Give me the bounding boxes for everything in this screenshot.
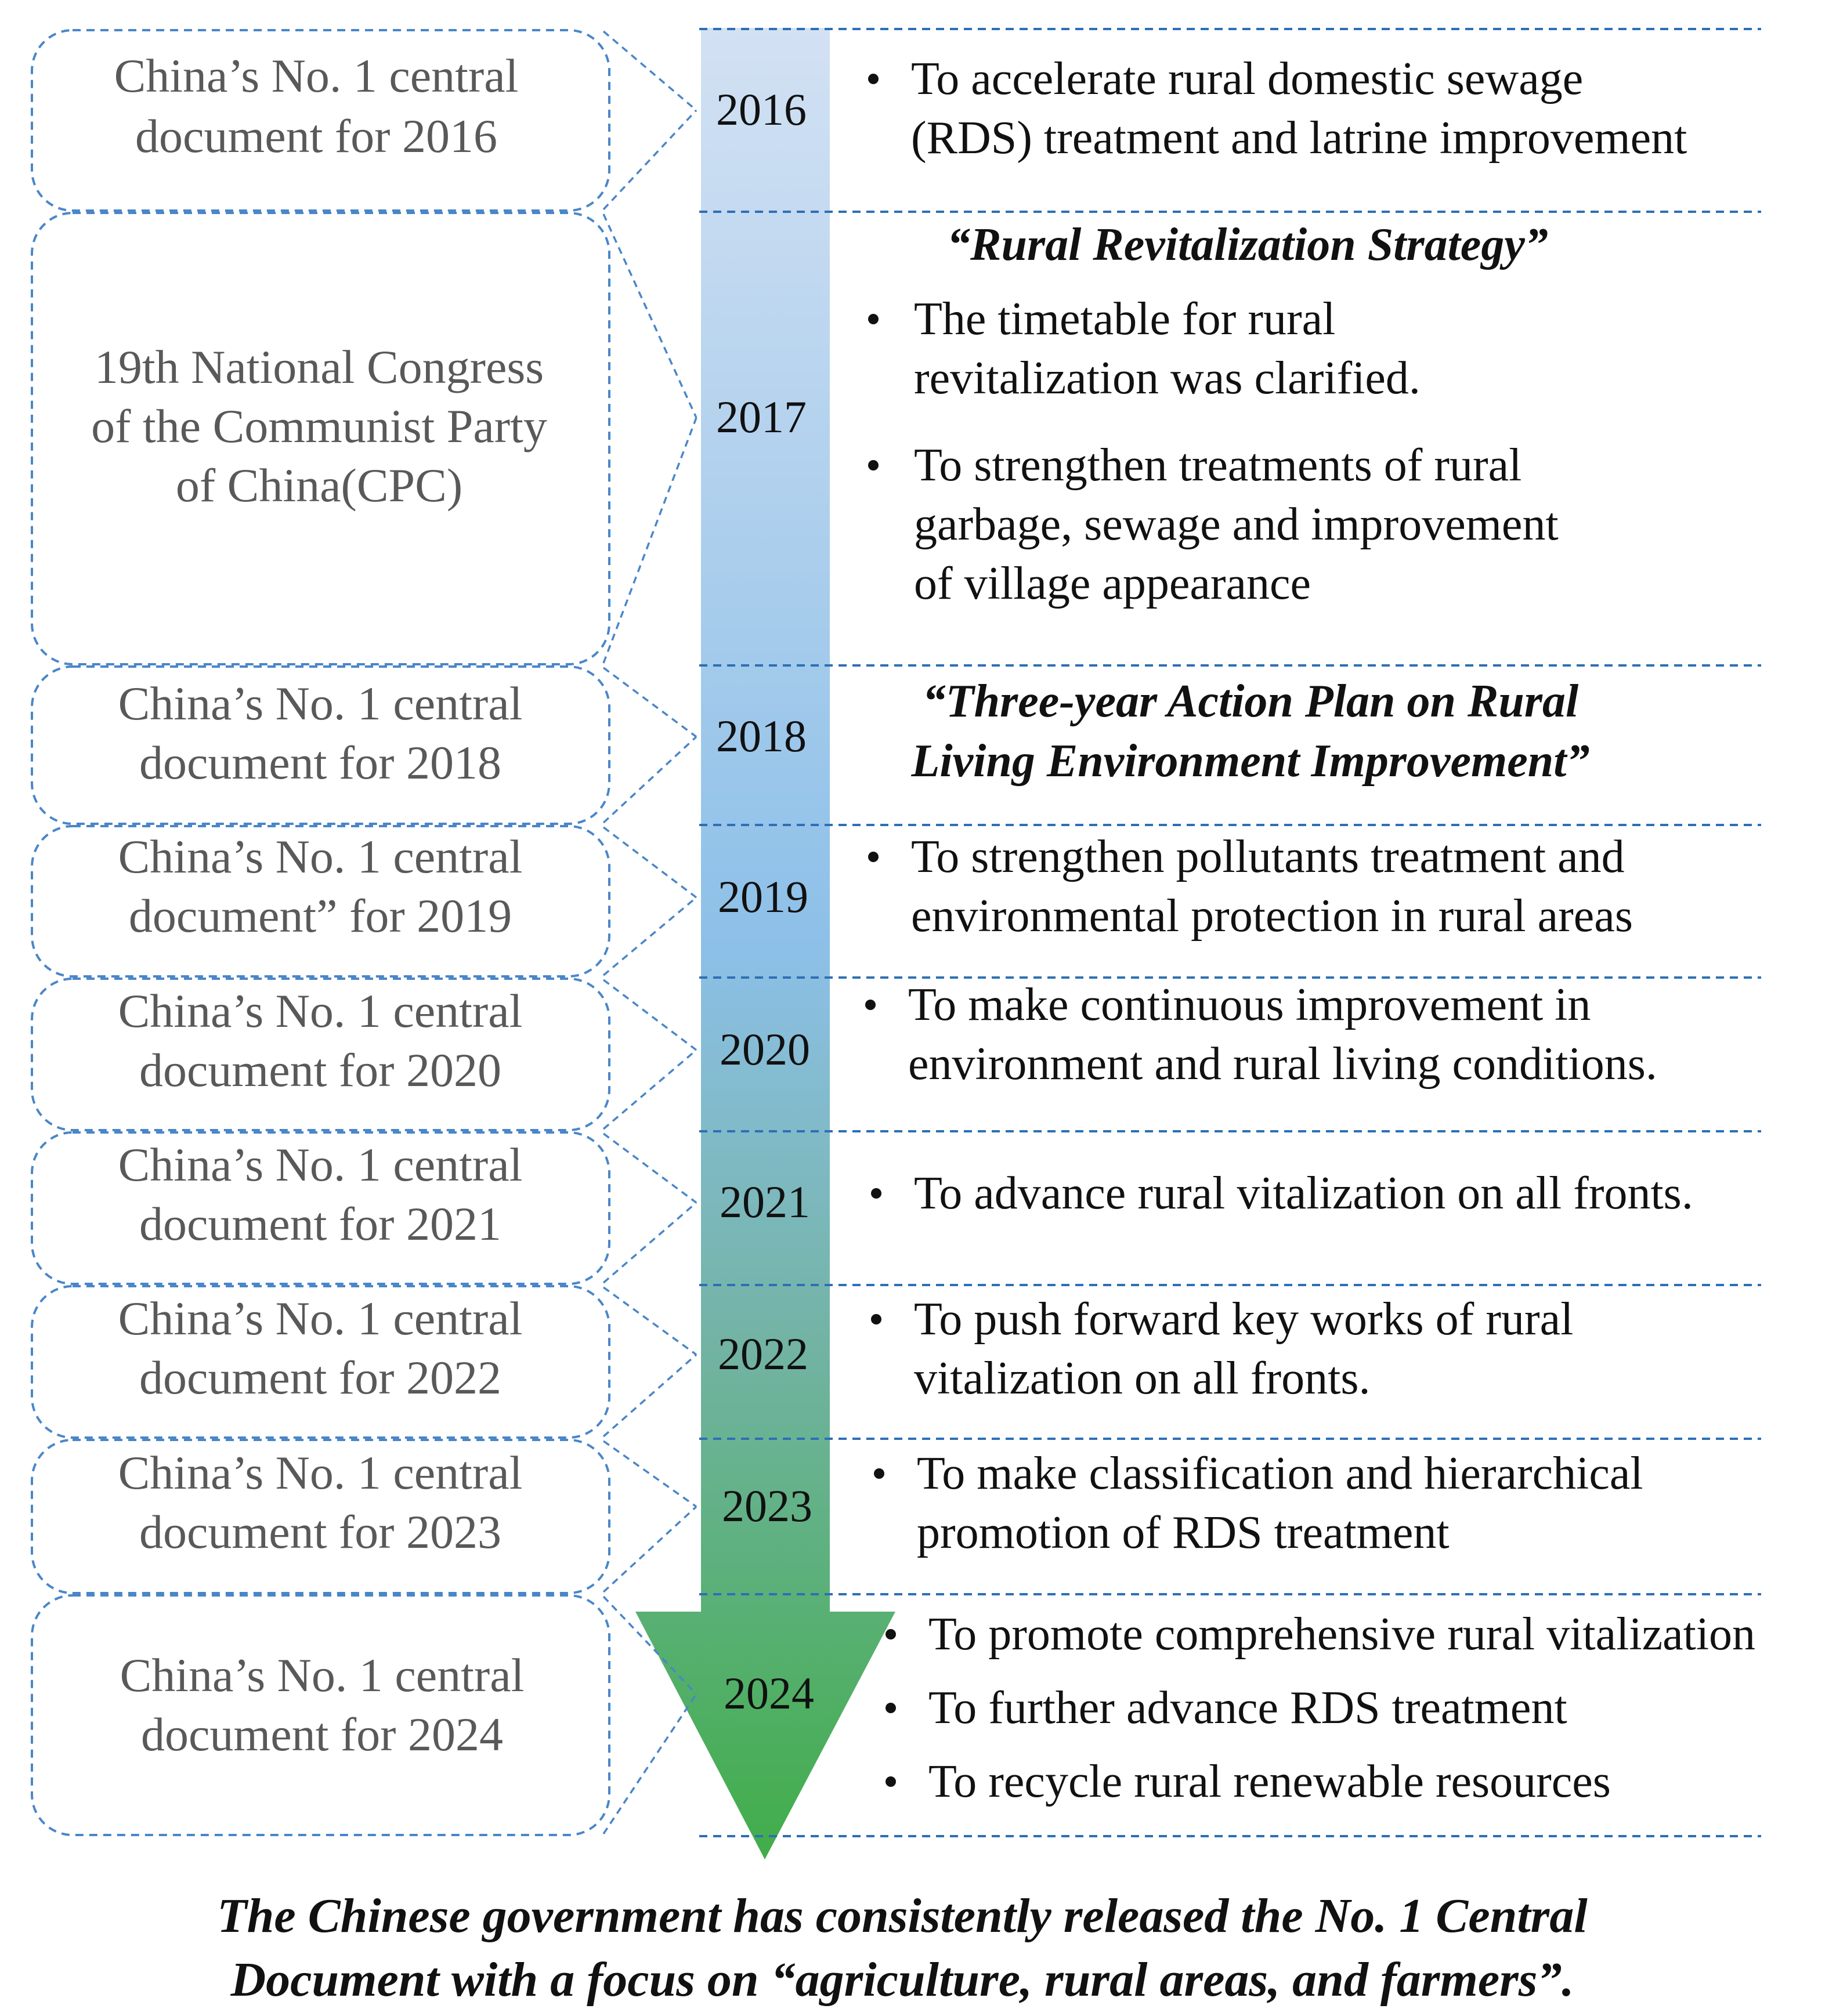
policy-title-line: “Rural Revitalization Strategy” bbox=[947, 219, 1548, 270]
source-label-line: China’s No. 1 central bbox=[118, 1292, 523, 1345]
source-label-line: China’s No. 1 central bbox=[118, 1446, 523, 1499]
year-label: 2022 bbox=[718, 1329, 808, 1379]
bullet-text-line: To make continuous improvement in bbox=[908, 979, 1591, 1030]
caption-line-1: The Chinese government has consistently released the No. 1 Central bbox=[217, 1889, 1588, 1943]
connector-line bbox=[603, 418, 696, 663]
year-label: 2019 bbox=[718, 871, 808, 922]
source-label-line: document for 2020 bbox=[139, 1044, 501, 1096]
box-connectors bbox=[603, 31, 696, 1834]
bullet-text-line: of village appearance bbox=[914, 558, 1311, 609]
caption-line-2: Document with a focus on “agriculture, rural areas, and farmers”. bbox=[230, 1953, 1574, 2007]
bullet-text-line: To strengthen treatments of rural bbox=[914, 440, 1522, 491]
source-label-line: China’s No. 1 central bbox=[120, 1649, 525, 1702]
source-label-line: of the Communist Party bbox=[91, 400, 547, 453]
connector-line bbox=[603, 1694, 696, 1834]
bullet-dot bbox=[868, 852, 879, 862]
timeline-row-2023 bbox=[32, 1440, 1643, 1593]
timeline-row-2021 bbox=[32, 1132, 1693, 1284]
source-label-line: China’s No. 1 central bbox=[118, 830, 523, 883]
timeline-row-2016 bbox=[32, 30, 1687, 211]
year-label: 2017 bbox=[716, 392, 807, 442]
policy-title-line: “Three-year Action Plan on Rural bbox=[922, 676, 1579, 727]
bullet-dot bbox=[874, 1468, 884, 1479]
year-label: 2021 bbox=[720, 1177, 810, 1227]
bullet-dot bbox=[886, 1776, 896, 1787]
connector-line bbox=[603, 1441, 696, 1507]
bullet-text-line: environment and rural living conditions. bbox=[908, 1038, 1657, 1090]
connector-line bbox=[603, 1050, 696, 1129]
bullet-text-line: promotion of RDS treatment bbox=[917, 1507, 1450, 1558]
connector-line bbox=[603, 1203, 696, 1283]
bullet-text-line: To accelerate rural domestic sewage bbox=[911, 53, 1584, 104]
bullet-text-line: environmental protection in rural areas bbox=[911, 891, 1633, 942]
bullet-text-line: To make classification and hierarchical bbox=[917, 1448, 1643, 1499]
source-label-line: document for 2022 bbox=[139, 1351, 501, 1404]
bullet-text-line: revitalization was clarified. bbox=[914, 353, 1421, 404]
year-label: 2023 bbox=[722, 1481, 812, 1531]
timeline-rows bbox=[32, 30, 1755, 1835]
year-label: 2020 bbox=[720, 1024, 810, 1074]
bullet-text-line: (RDS) treatment and latrine improvement bbox=[911, 113, 1687, 164]
bullet-text-line: To recycle rural renewable resources bbox=[928, 1756, 1611, 1807]
connector-line bbox=[603, 110, 696, 209]
source-label-line: document for 2016 bbox=[135, 110, 497, 162]
timeline-arrow bbox=[635, 28, 895, 1859]
bullet-dot bbox=[886, 1703, 896, 1713]
source-label-line: document for 2023 bbox=[139, 1505, 501, 1558]
bullet-text-line: The timetable for rural bbox=[914, 294, 1336, 345]
bullet-text-line: garbage, sewage and improvement bbox=[914, 499, 1559, 550]
connector-line bbox=[603, 1287, 696, 1355]
bullet-dot bbox=[865, 1000, 876, 1010]
connector-line bbox=[603, 980, 696, 1050]
source-label-line: China’s No. 1 central bbox=[114, 49, 519, 102]
year-label: 2024 bbox=[724, 1668, 814, 1718]
bullet-text-line: To strengthen pollutants treatment and bbox=[911, 831, 1625, 882]
source-label-line: China’s No. 1 central bbox=[118, 1138, 523, 1191]
source-label-line: China’s No. 1 central bbox=[118, 985, 523, 1037]
bullet-text-line: To further advance RDS treatment bbox=[928, 1682, 1567, 1733]
timeline-row-2024 bbox=[32, 1595, 1755, 1835]
source-label-line: document” for 2019 bbox=[128, 889, 512, 942]
year-label: 2018 bbox=[716, 711, 807, 761]
connector-line bbox=[603, 1134, 696, 1203]
bullet-text-line: To advance rural vitalization on all fronts. bbox=[914, 1168, 1693, 1219]
source-label-line: document for 2018 bbox=[139, 736, 501, 789]
connector-line bbox=[603, 737, 696, 823]
bullet-dot bbox=[868, 460, 879, 470]
bullet-text-line: To promote comprehensive rural vitalization bbox=[928, 1609, 1756, 1660]
connector-line bbox=[603, 897, 696, 975]
source-label-line: 19th National Congress bbox=[94, 341, 544, 393]
bullet-dot bbox=[886, 1629, 896, 1639]
policy-title-line: Living Environment Improvement” bbox=[911, 736, 1590, 787]
source-label-line: document for 2024 bbox=[141, 1708, 503, 1761]
bullet-dot bbox=[871, 1188, 881, 1199]
connector-line bbox=[603, 214, 696, 418]
bullet-text-line: To push forward key works of rural bbox=[914, 1294, 1574, 1345]
connector-line bbox=[603, 1355, 696, 1436]
year-label: 2016 bbox=[716, 84, 807, 135]
caption bbox=[217, 1889, 1588, 2007]
source-label-line: document for 2021 bbox=[139, 1197, 501, 1250]
timeline-row-2020 bbox=[32, 979, 1657, 1130]
connector-line bbox=[603, 668, 696, 737]
source-label-line: China’s No. 1 central bbox=[118, 677, 523, 730]
timeline-row-2019 bbox=[32, 826, 1633, 976]
connector-line bbox=[603, 827, 696, 897]
connector-line bbox=[603, 31, 696, 110]
bullet-dot bbox=[868, 74, 879, 84]
connector-line bbox=[603, 1507, 696, 1592]
bullet-text-line: vitalization on all fronts. bbox=[914, 1353, 1371, 1404]
bullet-dot bbox=[868, 314, 879, 324]
source-label-line: of China(CPC) bbox=[175, 459, 463, 512]
bullet-dot bbox=[871, 1314, 881, 1324]
